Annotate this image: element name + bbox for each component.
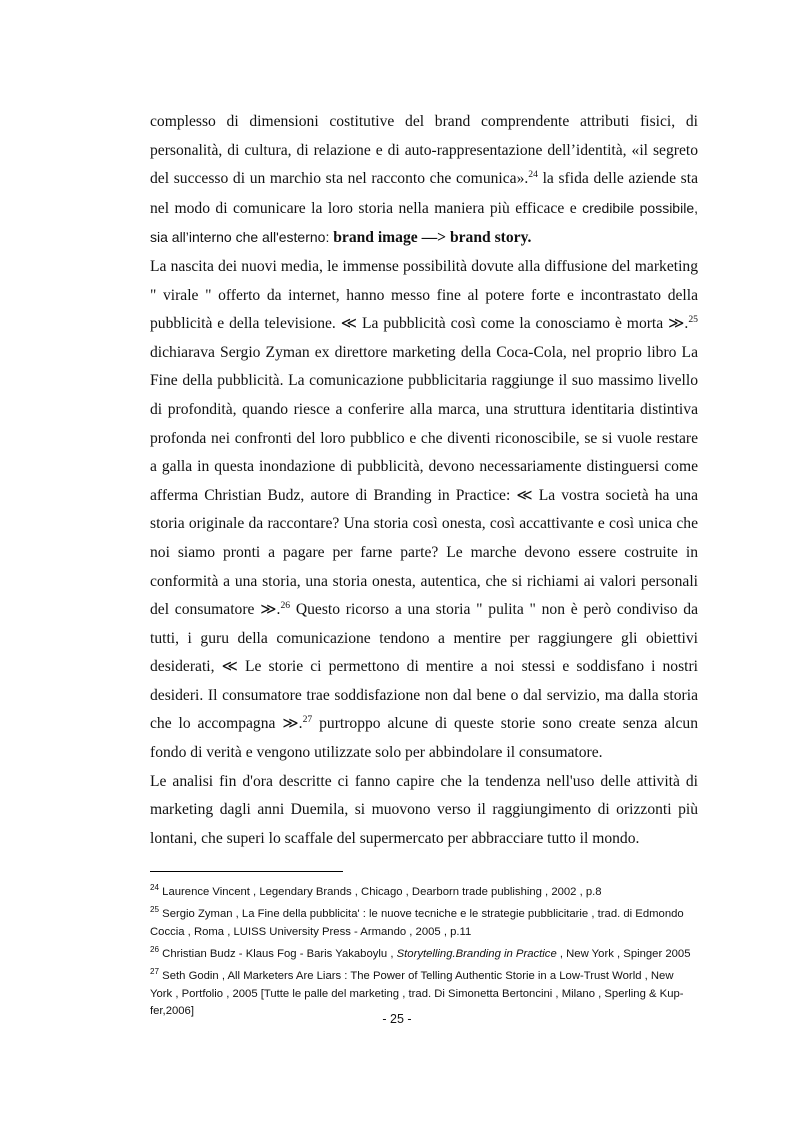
footnote-26 [150,941,698,963]
footnote-text: Sergio Zyman , La Fine della pubblicita' : le nuove tecniche e le strategie pubblicitarie , trad. di Edmondo Coccia , Roma , LUISS University Press - Armando , 2005 , p.11 [150,908,684,938]
footnote-text-cont: , New York , Spinger 2005 [556,947,691,960]
footnotes [150,879,698,1021]
paragraph-2 [150,253,698,768]
footnote-text: Christian Budz - Klaus Fog - Baris Yakaboylu , [159,947,397,960]
footnote-number: 26 [150,945,160,955]
paragraph-1-sans-text: credibile possibile, sia all’interno che all'esterno: [150,199,698,246]
footnote-book-title: Storytelling.Branding in Practice [396,947,557,960]
footnote-24 [150,879,698,901]
paragraph-2-text-b: dichiarava Sergio Zyman ex direttore marketing della Coca-Cola, nel proprio libro La Fine della pubblicità. La comunicazione pubblicitaria raggiunge il suo massimo livello di profondità, quando riesce a conferire alla marca, una struttura identitaria distintiva profonda nei confronti del loro pubblico e che diventi riconoscibile, se si vuole restare a galla in questa inondazione di pubblicità, devono necessariamente distinguersi come afferma Christian Budz, autore di Branding in Practice: ≪ La vostra società ha una storia originale da raccontare? Una storia così onesta, così accattivante e così unica che noi siamo pronti a pagare per farne parte? Le marche devono essere costruite in conformità a una storia, una storia onesta, autentica, che si richiami ai valori personali del consumatore ≫. [150,343,698,619]
paragraph-1-text-cont: la sfida delle aziende sta nel modo di comunicare la loro storia nella maniera più efficace e [150,170,698,217]
footnote-number: 24 [150,883,160,892]
body-text [150,108,698,853]
page-number: - 25 - [382,1012,412,1026]
footnote-ref-27: 27 [302,714,313,726]
footnote-text: Seth Godin , All Marketers Are Liars : The Power of Telling Authentic Storie in a Low-Trust World , New York , Portfolio , 2005 [Tutte le palle del marketing , trad. Di Simonetta Bertoncini , Milano , Sperling & Kup-fer,2006] [150,970,684,1018]
footnote-text: Laurence Vincent , Legendary Brands , Chicago , Dearborn trade publishing , 2002 , p.8 [159,885,602,898]
paragraph-2-text-c: Questo ricorso a una storia " pulita " non è però condiviso da tutti, i guru della comunicazione tendono a mentire per raggiungere gli obiettivi desiderati, ≪ Le storie ci permettono di mentire a noi stessi e soddisfano i nostri desideri. Il consumatore trae soddisfazione non dal bene o dal servizio, ma dalla storia che lo accompagna ≫. [150,601,699,733]
footnote-number: 27 [150,967,160,977]
footnote-ref-24: 24 [528,169,538,180]
paragraph-1 [150,108,698,253]
paragraph-1-text: complesso di dimensioni costitutive del brand comprendente attributi fisici, di personalità, di cultura, di relazione e di auto-rappresentazione dell’identità, «il segreto del successo di un marchio sta nel racconto che comunica». [150,113,698,188]
brand-story-bold: brand image —> brand story. [333,229,532,247]
paragraph-3: Le analisi fin d'ora descritte ci fanno capire che la tendenza nell'uso delle attività di marketing dagli anni Duemila, si muovono verso il raggiungimento di orizzonti più lontani, che superi lo scaffale del supermercato per abbracciare tutto il mondo. [150,772,698,847]
footnote-separator [150,871,343,872]
paragraph-2-text: La nascita dei nuovi media, le immense possibilità dovute alla diffusione del marketing " virale " offerto da internet, hanno messo fine al potere forte e incontrastato della pubblicità e della televisione. ≪ La pubblicità così come la conosciamo è morta ≫. [150,257,698,333]
paragraph-2-text-d: purtroppo alcune di queste storie sono create senza alcun fondo di verità e vengono utilizzate solo per abbindolare il consumatore. [150,715,698,762]
footnote-ref-26: 26 [280,599,291,611]
footnote-ref-25: 25 [688,313,698,325]
footnote-number: 25 [150,905,160,915]
footnote-25 [150,901,698,941]
